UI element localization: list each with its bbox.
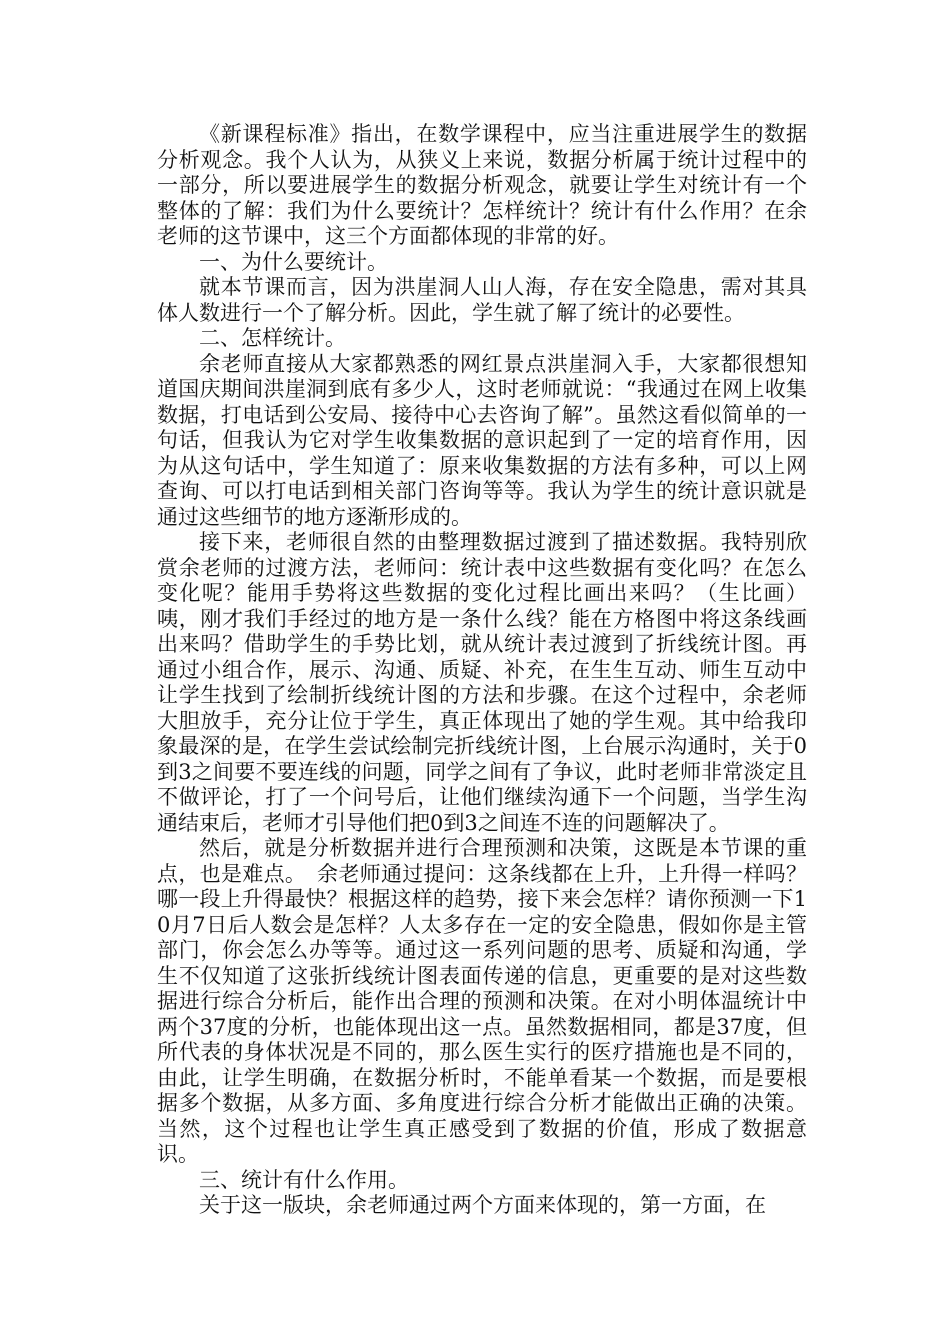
paragraph-why: 就本节课而言，因为洪崖洞人山人海，存在安全隐患，需对其具体人数进行一个了解分析。因此，学生就了解了统计的必要性。 [157,275,807,325]
paragraph-use: 关于这一版块，余老师通过两个方面来体现的，第一方面，在 [199,1193,766,1217]
section-heading-why: 一、为什么要统计。 [199,249,388,274]
paragraph-how-analyze: 然后，就是分析数据并进行合理预测和决策，这既是本节课的重点，也是难点。 余老师通过提问：这条线都在上升，上升得一样吗？哪一段上升得最快？根据这样的趋势，接下来会怎样？请你预测一下10月7日后人数会是怎样？人太多存在一定的安全隐患，假如你是主管部门，你会怎么办等等。通过这一系列问题的思考、质疑和沟通，学生不仅知道了这张折线统计图表面传递的信息，更重要的是对这些数据进行综合分析后，能作出合理的预测和决策。在对小明体温统计中两个37度的分析，也能体现出这一点。虽然数据相同，都是37度，但所代表的身体状况是不同的，那么医生实行的医疗措施也是不同的，由此，让学生明确，在数据分析时，不能单看某一个数据，而是要根据多个数据，从多方面、多角度进行综合分析才能做出正确的决策。当然，这个过程也让学生真正感受到了数据的价值，形成了数据意识。 [157,836,807,1166]
document-body [157,122,807,1219]
paragraph-how-describe: 接下来，老师很自然的由整理数据过渡到了描述数据。我特别欣赏余老师的过渡方法，老师问：统计表中这些数据有变化吗？在怎么变化呢？能用手势将这些数据的变化过程比画出来吗？（生比画）咦，刚才我们手经过的地方是一条什么线？能在方格图中将这条线画出来吗？借助学生的手势比划，就从统计表过渡到了折线统计图。再通过小组合作，展示、沟通、质疑、补充，在生生互动、师生互动中让学生找到了绘制折线统计图的方法和步骤。在这个过程中，余老师大胆放手，充分让位于学生，真正体现出了她的学生观。其中给我印象最深的是，在学生尝试绘制完折线统计图，上台展示沟通时，关于0到3之间要不要连线的问题，同学之间有了争议，此时老师非常淡定且不做评论，打了一个问号后，让他们继续沟通下一个问题，当学生沟通结束后，老师才引导他们把0到3之间连不连的问题解决了。 [157,530,807,835]
paragraph-how-collect: 余老师直接从大家都熟悉的网红景点洪崖洞入手，大家都很想知道国庆期间洪崖洞到底有多少人，这时老师就说：“我通过在网上收集数据，打电话到公安局、接待中心去咨询了解”。虽然这看似简单的一句话，但我认为它对学生收集数据的意识起到了一定的培育作用，因为从这句话中，学生知道了：原来收集数据的方法有多种，可以上网查询、可以打电话到相关部门咨询等等。我认为学生的统计意识就是通过这些细节的地方逐渐形成的。 [157,351,807,529]
section-heading-how: 二、怎样统计。 [199,326,346,350]
section-heading-use: 三、统计有什么作用。 [199,1167,409,1192]
paragraph-intro: 《新课程标准》指出，在数学课程中，应当注重进展学生的数据分析观念。我个人认为，从狭义上来说，数据分析属于统计过程中的一部分，所以要进展学生的数据分析观念，就要让学生对统计有一个整体的了解：我们为什么要统计？怎样统计？统计有什么作用？在余老师的这节课中，这三个方面都体现的非常的好。 [157,122,807,248]
